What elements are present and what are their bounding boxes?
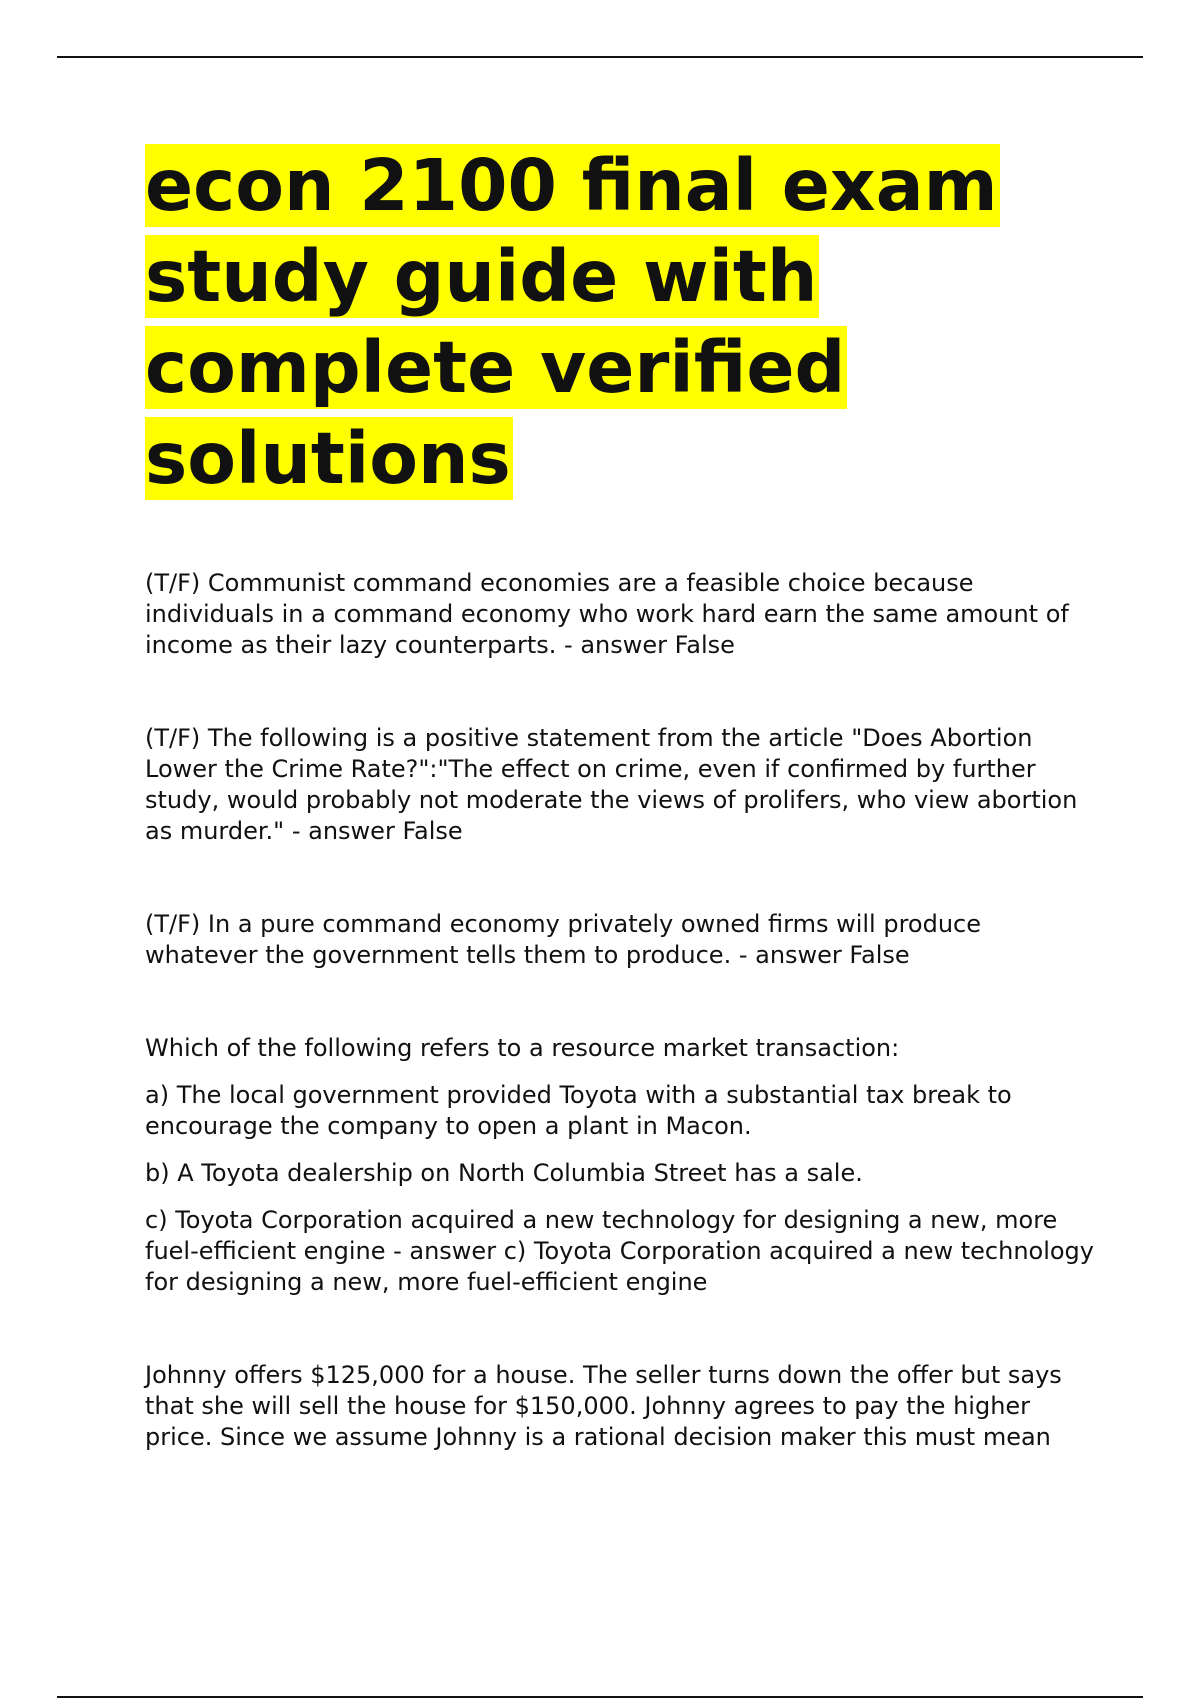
- question-tf-communist: (T/F) Communist command economies are a feasible choice because individuals in a command economy who work hard earn the same amount of income as their lazy counterparts. - answer False: [145, 569, 1069, 659]
- question-option-a: a) The local government provided Toyota with a substantial tax break to encourage the company to open a plant in Macon.: [145, 1081, 1012, 1140]
- document-content: [145, 140, 1095, 1453]
- question-tf-abortion-crime: (T/F) The following is a positive statement from the article "Does Abortion Lower the Crime Rate?":"The effect on crime, even if confirmed by further study, would probably not moderate the views of prolifers, who view abortion as murder." - answer False: [145, 724, 1078, 845]
- bottom-rule: [57, 1696, 1143, 1698]
- question-option-b: b) A Toyota dealership on North Columbia Street has a sale.: [145, 1159, 863, 1187]
- question-johnny-house: Johnny offers $125,000 for a house. The seller turns down the offer but says that she will sell the house for $150,000. Johnny agrees to pay the higher price. Since we assume Johnny is a rational decision maker this must mean: [145, 1361, 1062, 1451]
- question-tf-command-economy: (T/F) In a pure command economy privately owned firms will produce whatever the government tells them to produce. - answer False: [145, 910, 982, 969]
- question-option-c-answer: c) Toyota Corporation acquired a new technology for designing a new, more fuel-efficient engine - answer c) Toyota Corporation acquired a new technology for designing a new, more fuel-efficient engine: [145, 1206, 1094, 1296]
- top-rule: [57, 56, 1143, 58]
- document-title: [145, 140, 1045, 504]
- document-title-text: econ 2100 final exam study guide with complete verified solutions: [145, 144, 998, 500]
- question-resource-market-stem: Which of the following refers to a resource market transaction:: [145, 1034, 900, 1062]
